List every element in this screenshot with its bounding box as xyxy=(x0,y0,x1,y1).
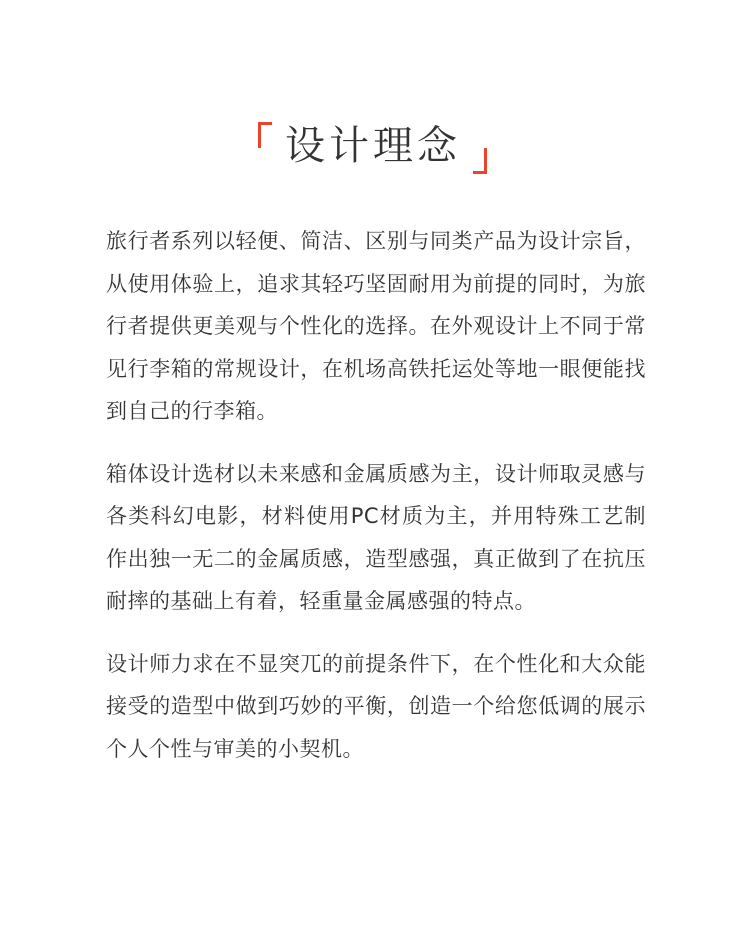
paragraph-2: 箱体设计选材以未来感和金属质感为主，设计师取灵感与各类科幻电影，材料使用PC材质为主，并用特殊工艺制作出独一无二的金属质感，造型感强，真正做到了在抗压耐摔的基础上有着，轻重量金属感强的特点。 xyxy=(106,461,646,613)
section-title xyxy=(0,118,750,178)
right-corner-bracket-icon xyxy=(473,148,487,174)
paragraph-1: 旅行者系列以轻便、简洁、区别与同类产品为设计宗旨，从使用体验上，追求其轻巧坚固耐用为前提的同时，为旅行者提供更美观与个性化的选择。在外观设计上不同于常见行李箱的常规设计，在机场高铁托运处等地一眼便能找到自己的行李箱。 xyxy=(106,229,646,423)
paragraph-3: 设计师力求在不显突兀的前提条件下，在个性化和大众能接受的造型中做到巧妙的平衡，创造一个给您低调的展示个人个性与审美的小契机。 xyxy=(106,651,646,761)
design-concept-body xyxy=(106,220,646,790)
page-title: 设计理念 xyxy=(285,123,461,169)
left-corner-bracket-icon xyxy=(258,122,272,148)
